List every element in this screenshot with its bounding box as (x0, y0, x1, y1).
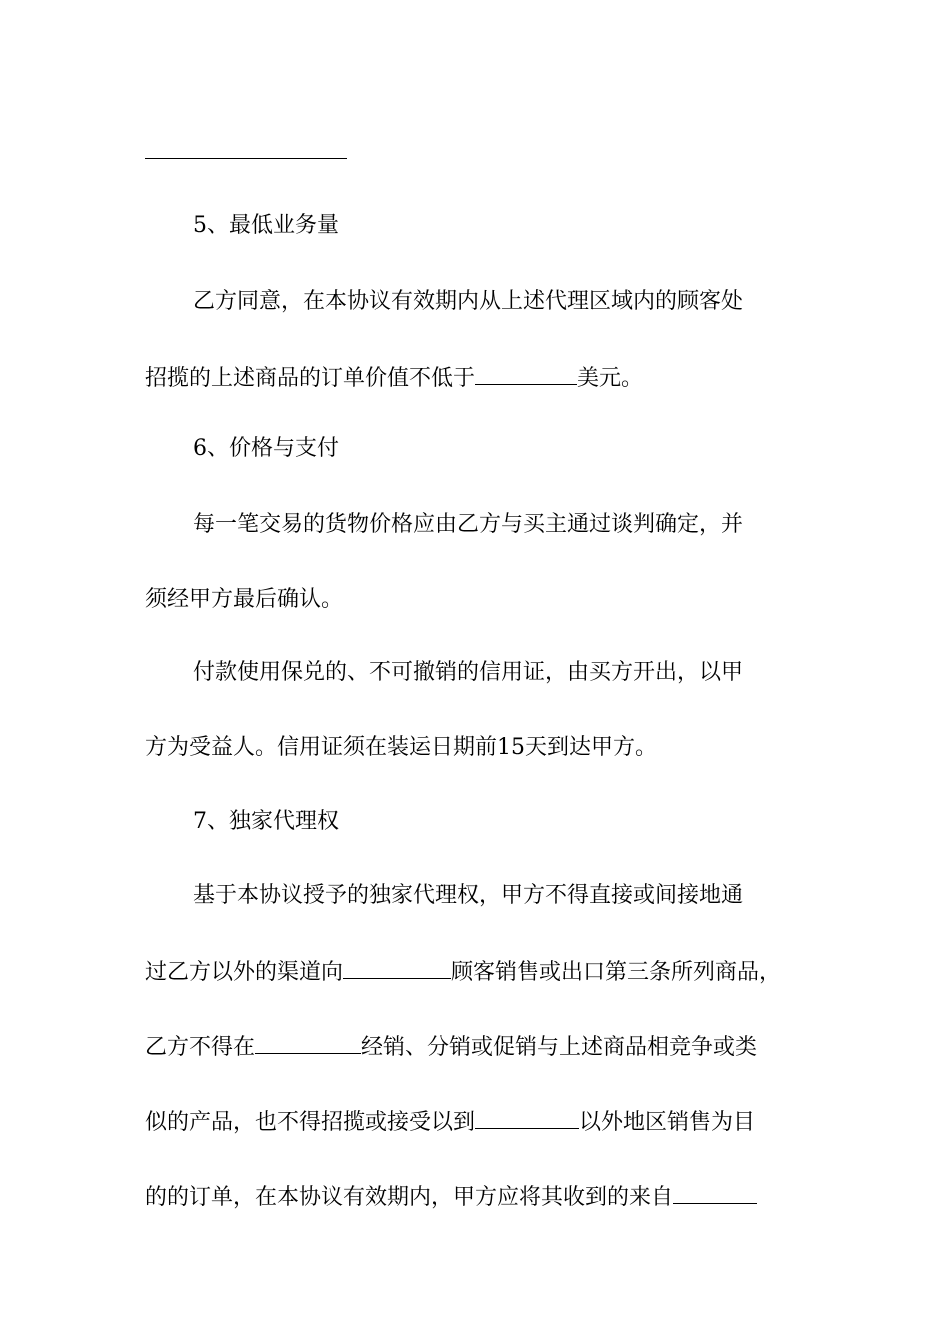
text-segment: 乙方不得在 (145, 1035, 256, 1060)
text-segment: 过乙方以外的渠道向 (145, 960, 344, 985)
text-segment: 顾客销售或出口第三条所列商品， (451, 960, 782, 985)
section-5-paragraph-line-2 (145, 362, 810, 392)
fill-in-blank (673, 1181, 757, 1204)
section-6-paragraph-1-line-1: 每一笔交易的货物价格应由乙方与买主通过谈判确定，并 (193, 512, 744, 537)
fill-in-blank (255, 1031, 361, 1054)
section-5-paragraph-line-1: 乙方同意，在本协议有效期内从上述代理区域内的顾客处 (193, 289, 744, 314)
section-5-heading: 5、最低业务量 (193, 213, 339, 238)
section-7-line-3 (145, 1031, 810, 1061)
section-6-paragraph-2-line-1: 付款使用保兑的、不可撤销的信用证，由买方开出，以甲 (193, 660, 744, 685)
text-segment: 招揽的上述商品的订单价值不低于 (145, 366, 476, 391)
section-7-line-2 (145, 956, 810, 986)
text-segment: 以外地区销售为目 (579, 1110, 756, 1135)
section-7-line-4 (145, 1106, 810, 1136)
section-7-line-5 (145, 1181, 810, 1211)
section-6-paragraph-2-line-2: 方为受益人。信用证须在装运日期前15天到达甲方。 (145, 735, 657, 760)
section-7-line-1: 基于本协议授予的独家代理权，甲方不得直接或间接地通 (193, 883, 744, 908)
blank-line-top (145, 158, 347, 159)
text-segment: 似的产品，也不得招揽或接受以到 (145, 1110, 476, 1135)
text-segment: 美元。 (577, 366, 644, 391)
text-segment: 的的订单，在本协议有效期内，甲方应将其收到的来自 (145, 1185, 674, 1210)
section-6-heading: 6、价格与支付 (193, 436, 339, 461)
section-6-paragraph-1-line-2: 须经甲方最后确认。 (145, 587, 344, 612)
section-7-heading: 7、独家代理权 (193, 809, 339, 834)
fill-in-blank (343, 956, 451, 979)
fill-in-blank (475, 1106, 579, 1129)
text-segment: 经销、分销或促销与上述商品相竞争或类 (361, 1035, 758, 1060)
fill-in-blank-amount (475, 362, 577, 385)
